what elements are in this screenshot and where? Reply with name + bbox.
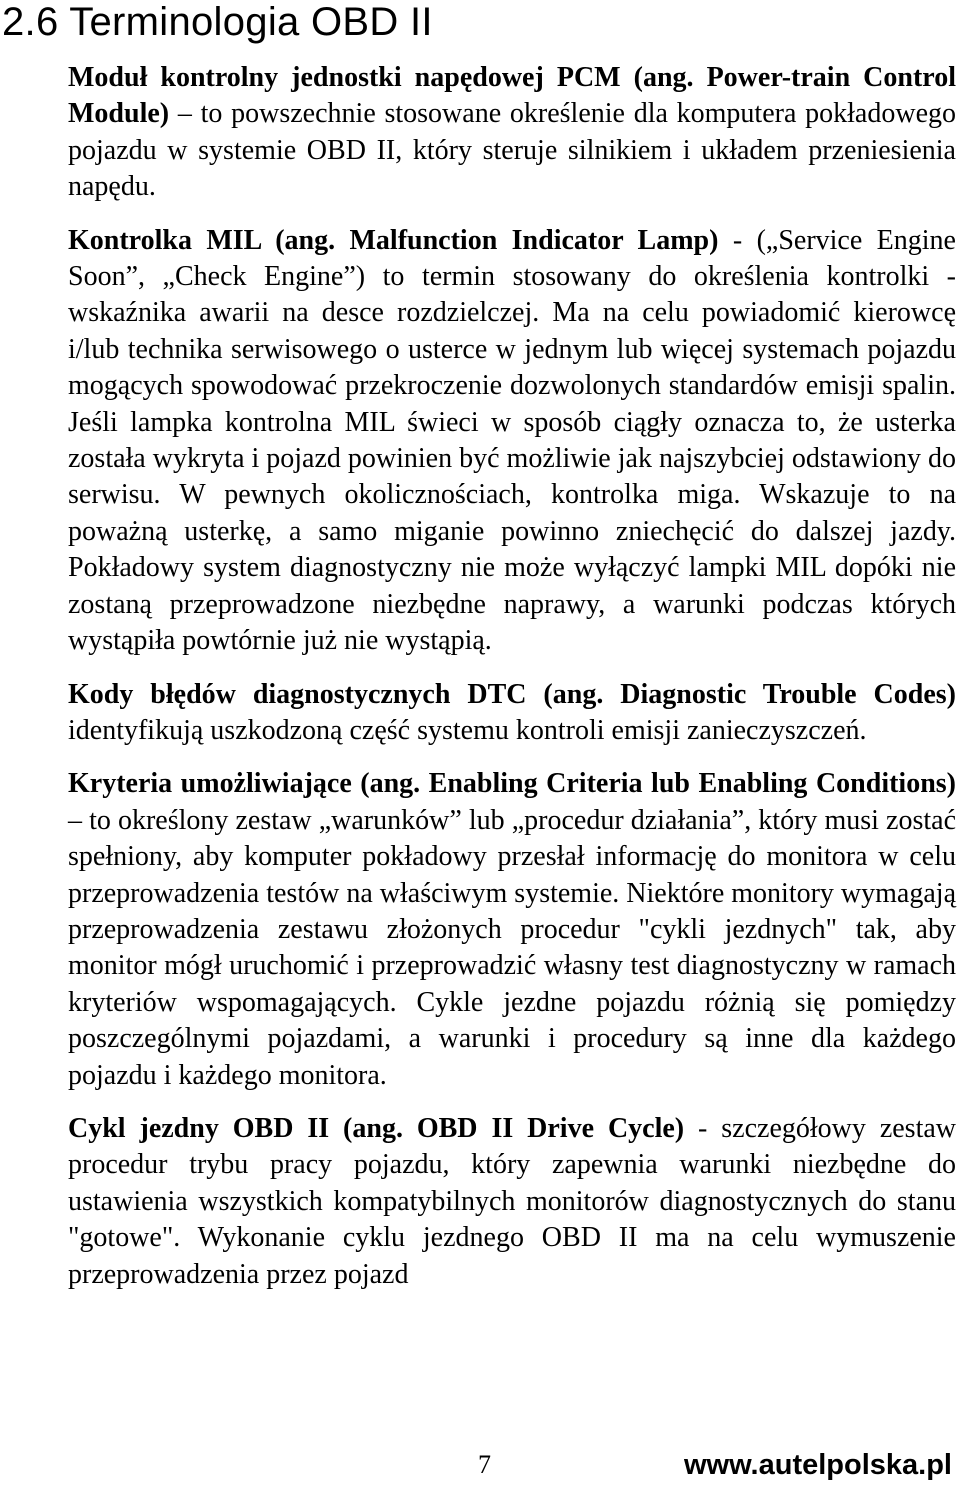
definition-drive-cycle-text: - szczegółowy zestaw procedur trybu pracy pojazdu, który zapewnia warunki niezbędne do ustawienia wszystkich kompatybilnych monitorów diagnostycznych do stanu "gotowe". Wykonanie cyklu jezdnego OBD II ma na celu wymuszenie przeprowadzenia przez pojazd [68, 1112, 956, 1290]
definition-dtc-text: identyfikują uszkodzoną część systemu kontroli emisji zanieczyszczeń. [68, 714, 867, 746]
definition-pcm [68, 60, 956, 206]
definition-enabling-criteria [68, 766, 956, 1094]
definition-mil-text: - („Service Engine Soon”, „Check Engine”) to termin stosowany do określenia kontrolki - wskaźnika awarii na desce rozdzielczej. Ma na celu powiadomić kierowcę i/lub technika serwisowego o usterce w jednym lub więcej systemach pojazdu mogących spowodować przekroczenie dozwolonych standardów emisji spalin. Jeśli lampka kontrolna MIL świeci w sposób ciągły oznacza to, że usterka została wykryta i pojazd powinien być możliwie jak najszybciej odstawiony do serwisu. W pewnych okolicznościach, kontrolka miga. Wskazuje to na poważną usterkę, a samo miganie powinno zniechęcić do dalszej jazdy. Pokładowy system diagnostyczny nie może wyłączyć lampki MIL dopóki nie zostaną przeprowadzone niezbędne naprawy, a warunki podczas których wystąpiła powtórnie już nie wystąpią. [68, 224, 956, 657]
term-drive-cycle: Cykl jezdny OBD II (ang. OBD II Drive Cycle) [68, 1112, 685, 1144]
section-heading: 2.6 Terminologia OBD II [2, 0, 433, 44]
term-dtc: Kody błędów diagnostycznych DTC (ang. Diagnostic Trouble Codes) [68, 678, 956, 710]
page-number: 7 [478, 1450, 491, 1479]
website-link[interactable]: www.autelpolska.pl [683, 1449, 952, 1481]
document-body [68, 60, 956, 1310]
term-enabling-criteria: Kryteria umożliwiające (ang. Enabling Criteria lub Enabling Conditions) [68, 768, 956, 800]
definition-drive-cycle [68, 1111, 956, 1293]
term-mil: Kontrolka MIL (ang. Malfunction Indicator Lamp) [68, 224, 719, 256]
definition-pcm-text: – to powszechnie stosowane określenie dla komputera pokładowego pojazdu w systemie OBD II, który steruje silnikiem i układem przeniesienia napędu. [68, 98, 956, 203]
definition-dtc [68, 677, 956, 750]
definition-mil [68, 223, 956, 660]
term-pcm: Moduł kontrolny jednostki napędowej PCM (ang. Power-train Control Module) [68, 62, 956, 130]
definition-enabling-criteria-text: – to określony zestaw „warunków” lub „procedur działania”, który musi zostać spełniony, aby komputer pokładowy przesłał informację do monitora w celu przeprowadzenia testów na właściwym systemie. Niektóre monitory wymagają przeprowadzenia zestawu złożonych procedur "cykli jezdnych" tak, aby monitor mógł uruchomić i przeprowadzić własny test diagnostyczny w ramach kryteriów wspomagających. Cykle jezdne pojazdu różnią się pomiędzy poszczególnymi pojazdami, a warunki i procedury są inne dla każdego pojazdu i każdego monitora. [68, 804, 956, 1091]
